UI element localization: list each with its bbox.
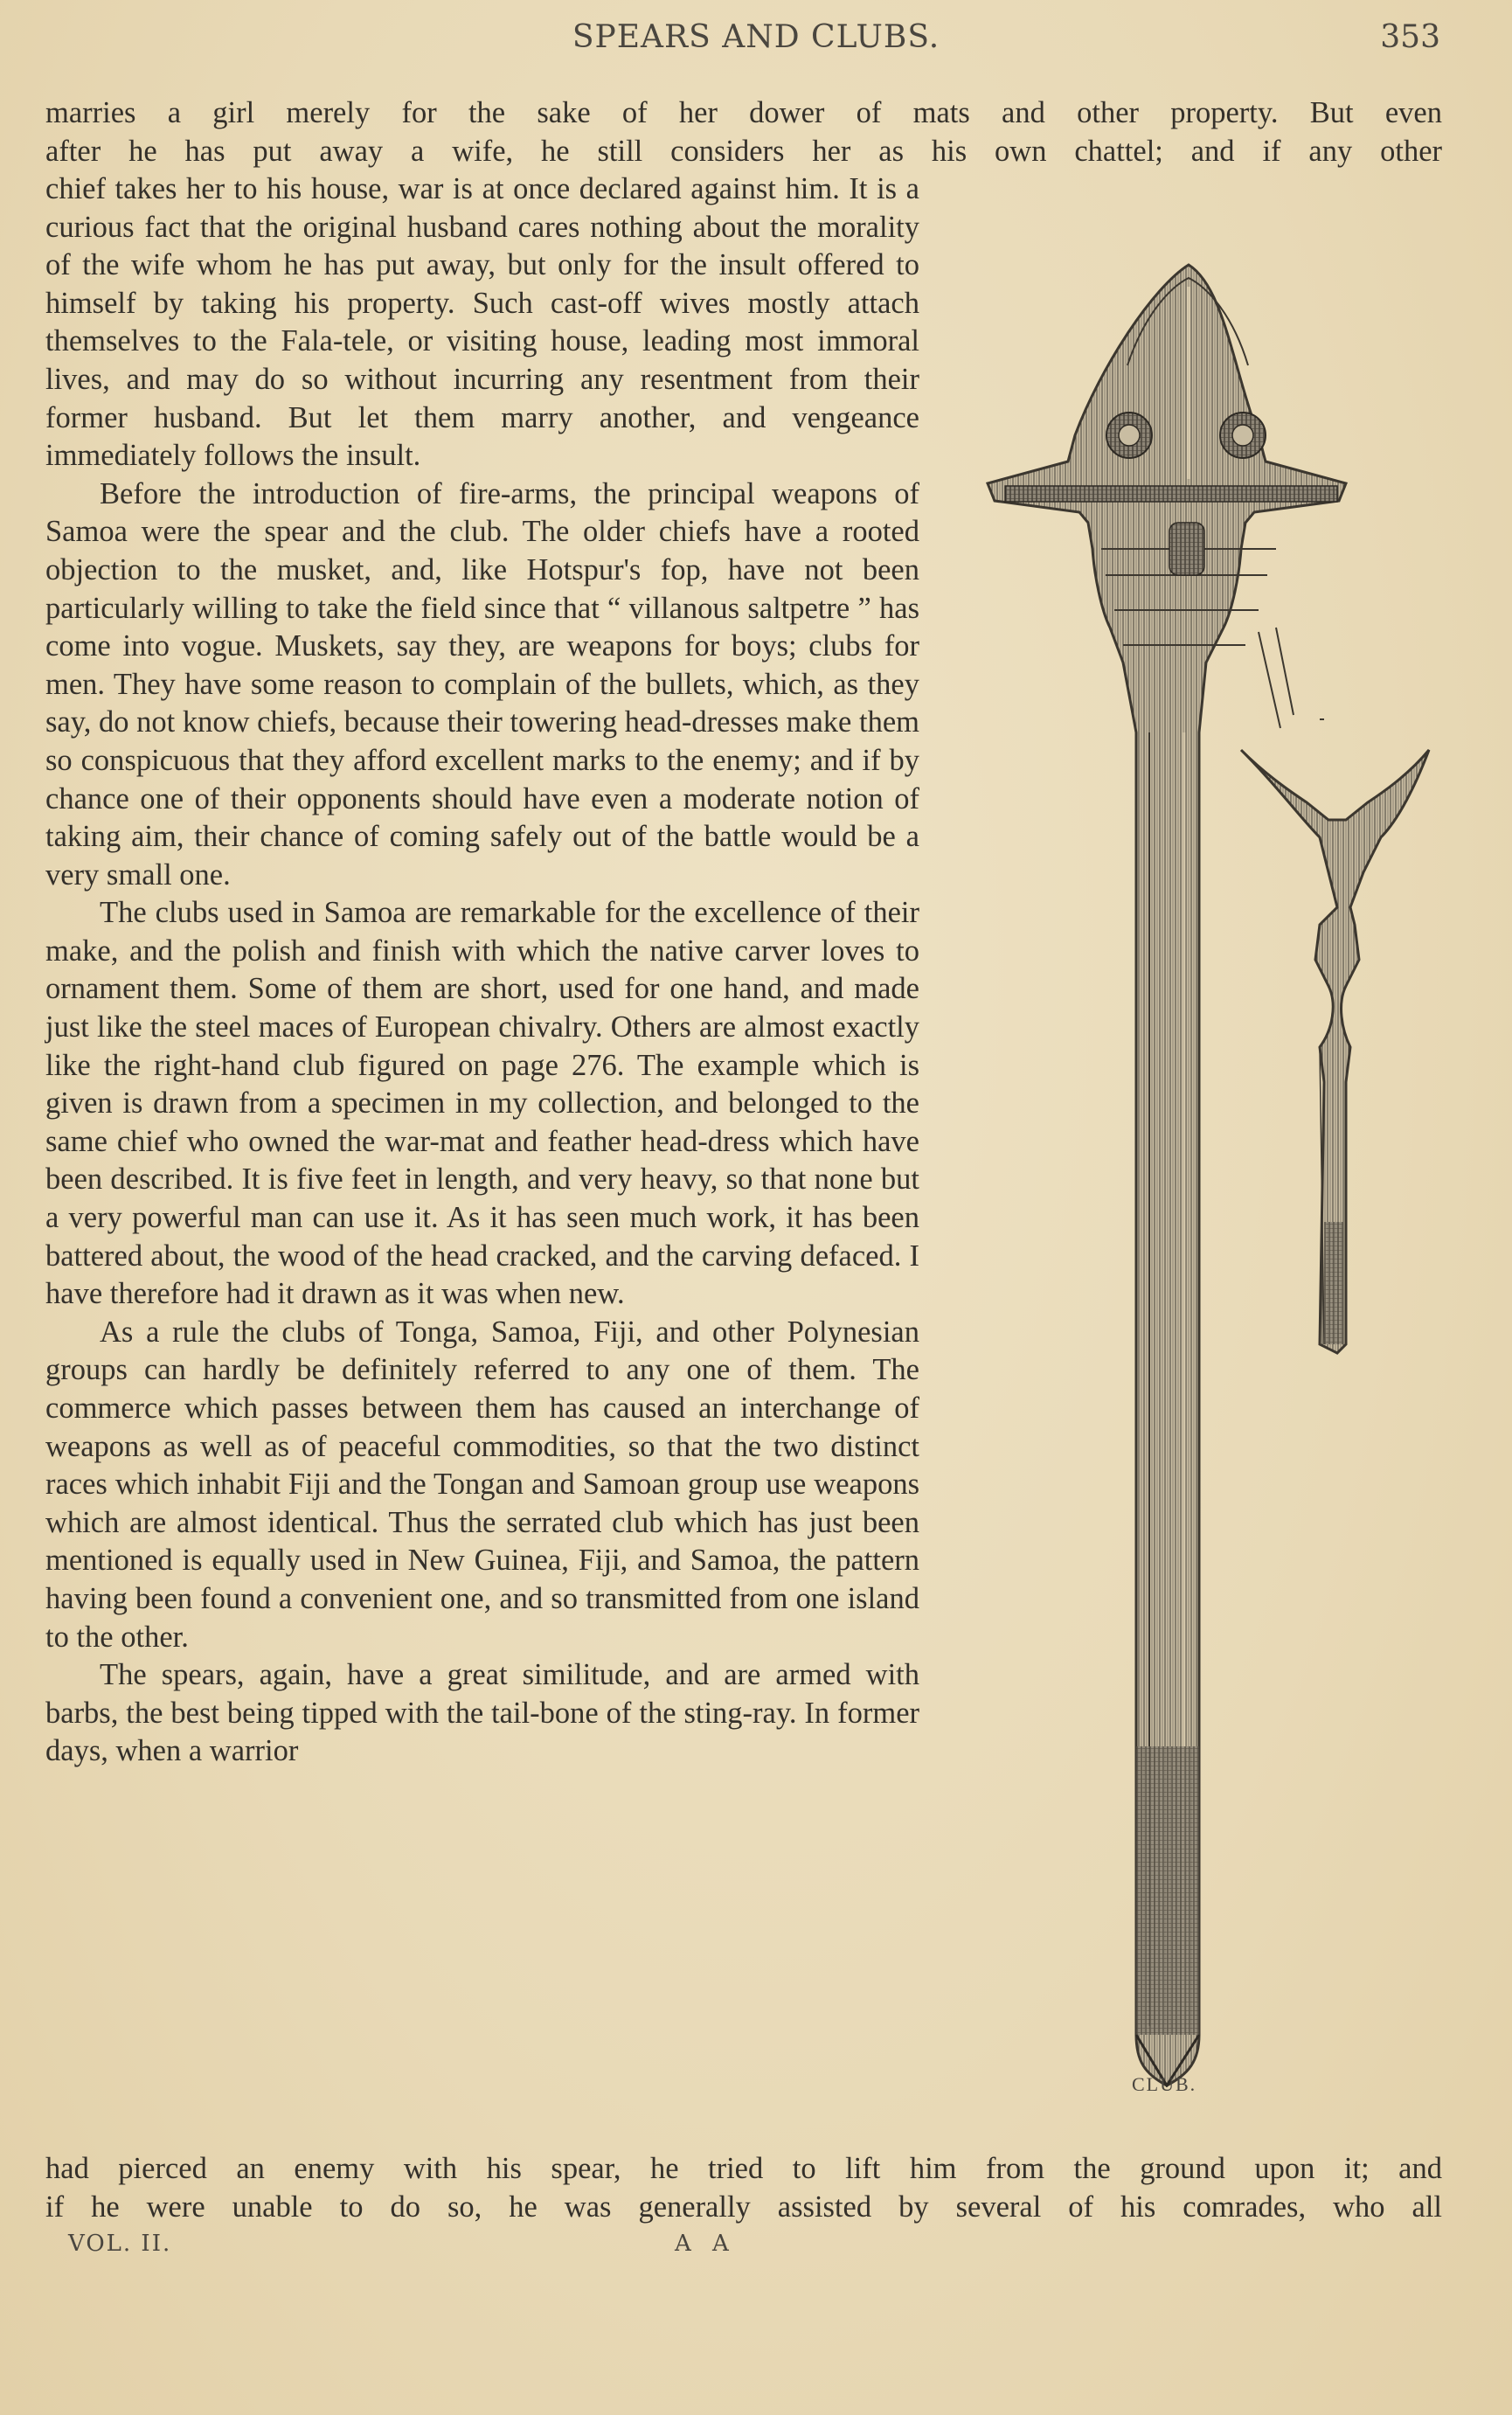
running-title: SPEARS AND CLUBS. xyxy=(572,19,940,55)
page-header xyxy=(0,19,1512,63)
pointer-lines xyxy=(1259,628,1324,728)
signature-mark: A A xyxy=(675,2231,736,2257)
left-column-text xyxy=(45,170,919,1771)
club-illustration xyxy=(970,260,1442,2087)
club-side-view xyxy=(1241,750,1429,1353)
figure-caption: CLUB. xyxy=(1132,2073,1197,2095)
paragraph-spears: The spears, again, have a great similitude, and are armed with barbs, the best being tipped with the tail-bone of the sting-ray. In former days, when a warrior xyxy=(45,1658,919,1768)
club-main xyxy=(988,265,1346,2085)
text-line: if he were unable to do so, he was generally assisted by several of his comrades, who all xyxy=(45,2189,1442,2224)
top-full-width-text xyxy=(45,94,1442,170)
bottom-full-width-text xyxy=(45,2150,1442,2226)
paragraph-clubs: The clubs used in Samoa are remarkable for the excellence of their make, and the polish and finish with which the native carver loves to ornament them. Some of them are short, used for one hand, and made just like the steel maces of European chivalry. Others are almost exactly like the right-hand club figured on page 276. The example which is given is drawn from a specimen in my collection, and belonged to the same chief who owned the war-mat and feather head-dress which have been described. It is five feet in length, and very heavy, so that none but a very powerful man can use it. As it has seen much work, it has been battered about, the wood of the head cracked, and the carving defaced. I have therefore had it drawn as it was when new. xyxy=(45,896,919,1311)
text-line: had pierced an enemy with his spear, he tried to lift him from the ground upon it; and xyxy=(45,2152,1442,2185)
text-line: after he has put away a wife, he still considers her as his own chattel; and if any other xyxy=(45,134,1442,168)
paragraph-weapons: Before the introduction of fire-arms, the principal weapons of Samoa were the spear and the club. The older chiefs have a rooted objection to the musket, and, like Hotspur's fop, have not been particularly willing to take the field since that “ villanous saltpetre ” has come into vogue. Muskets, say they, are weapons for boys; clubs for men. They have some reason to complain of the bullets, which, as they say, do not know chiefs, because their towering head-dresses make them so conspicuous that they afford excellent marks to the enemy; and if by chance one of their opponents should have even a moderate notion of taking aim, their chance of coming safely out of the battle would be a very small one. xyxy=(45,476,919,892)
paragraph-polynesian: As a rule the clubs of Tonga, Samoa, Fiji, and other Polynesian groups can hardly be definitely referred to any one of them. The commerce which passes between them has caused an interchange of weapons as well as of peaceful commodities, so that the two distinct races which inhabit Fiji and the Tongan and Samoan group use weapons which are almost identical. Thus the serrated club which has just been mentioned is equally used in New Guinea, Fiji, and Samoa, the pattern having been found a convenient one, and so transmitted from one island to the other. xyxy=(45,1315,919,1654)
page-number: 353 xyxy=(1380,19,1440,55)
paragraph-continuation: chief takes her to his house, war is at once declared against him. It is a curious fact that the original husband cares nothing about the morality of the wife whom he has put away, but only for the insult offered to himself by taking his property. Such cast-off wives mostly attach themselves to the Fala-tele, or visiting house, leading most immoral lives, and may do so without incurring any resentment from their former husband. But let them marry another, and vengeance immediately follows the insult. xyxy=(45,172,919,473)
text-line: marries a girl merely for the sake of her dower of mats and other property. But even xyxy=(45,96,1442,129)
volume-mark: VOL. II. xyxy=(68,2231,172,2257)
